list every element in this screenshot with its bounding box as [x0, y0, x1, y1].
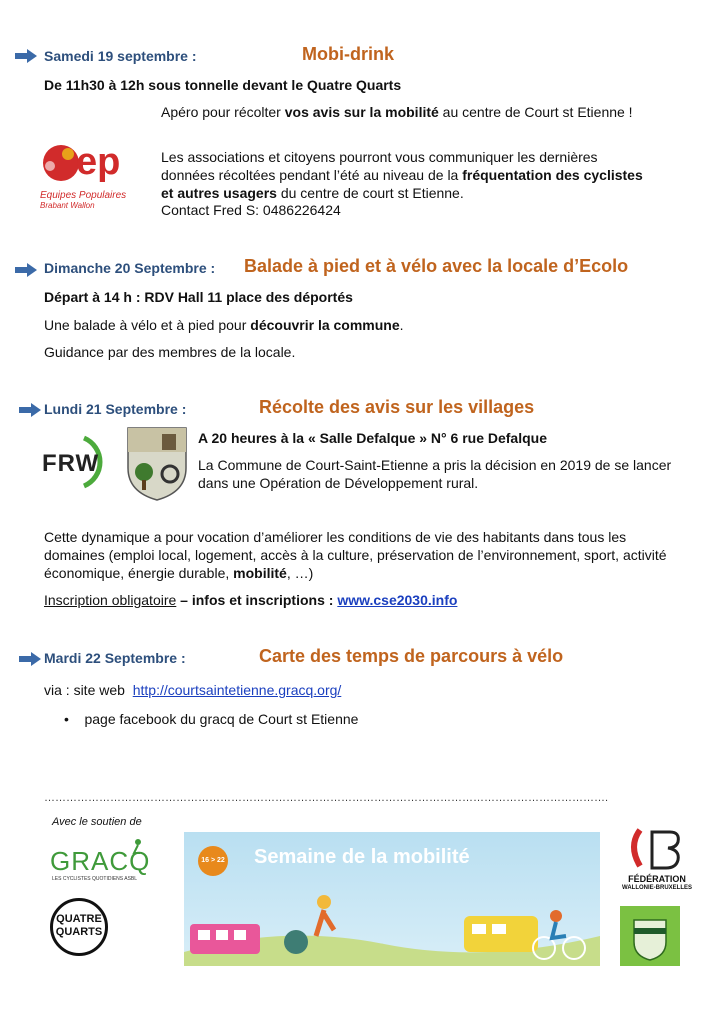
bullet-icon: •	[64, 711, 85, 727]
arrow-right-icon	[14, 48, 38, 64]
frw-logo-text: FRW	[42, 450, 100, 477]
cse2030-link[interactable]: www.cse2030.info	[337, 592, 458, 608]
qq-text-2: QUARTS	[55, 926, 103, 938]
event-date: Samedi 19 septembre :	[44, 48, 197, 64]
event-time-location: Départ à 14 h : RDV Hall 11 place des déportés	[44, 289, 353, 305]
arrow-right-icon	[18, 402, 42, 418]
event-time-location: De 11h30 à 12h sous tonnelle devant le Quatre Quarts	[44, 77, 402, 93]
event-title: Mobi-drink	[302, 44, 394, 64]
text: , …)	[286, 565, 314, 581]
qq-text-1: QUATRE	[56, 913, 102, 925]
banner-title: Semaine de la mobilité	[254, 846, 470, 868]
text-bold: mobilité	[233, 565, 287, 581]
paragraph	[44, 528, 690, 582]
equipes-populaires-logo	[32, 140, 142, 210]
text-underlined: Inscription obligatoire	[44, 592, 177, 608]
event-date: Dimanche 20 Septembre :	[44, 260, 216, 276]
ep-logo-text: ep	[76, 141, 121, 183]
event-title: Récolte des avis sur les villages	[259, 397, 535, 417]
paragraph: La Commune de Court-Saint-Etienne a pris la décision en 2019 de se lancer dans une Opération de Développement rural.	[198, 457, 672, 491]
paragraph	[44, 316, 404, 334]
gracq-logo-sub: LES CYCLISTES QUOTIDIENS ASBL	[52, 876, 138, 882]
gracq-site-link[interactable]: http://courtsaintetienne.gracq.org/	[132, 682, 342, 698]
text-bold: – infos et inscriptions :	[176, 592, 338, 608]
court-saint-etienne-logo-icon	[620, 906, 680, 966]
contact-line: Contact Fred S: 0486226424	[161, 202, 341, 218]
event-title: Carte des temps de parcours à vélo	[259, 646, 564, 666]
banner-date-badge: 16 > 22	[198, 846, 228, 876]
arrow-right-icon	[14, 262, 38, 278]
fwb-logo	[614, 826, 700, 896]
text-bold: découvrir la commune	[250, 317, 400, 333]
bullet-item	[64, 710, 358, 728]
dotted-divider: ……………………………………………………………………………………………………………………………………….	[44, 792, 609, 804]
event-date: Mardi 22 Septembre :	[44, 650, 186, 666]
support-label: Avec le soutien de	[52, 816, 142, 828]
event-title: Balade à pied et à vélo avec la locale d’Ecolo	[244, 256, 629, 276]
event-time-location: A 20 heures à la « Salle Defalque » N° 6 rue Defalque	[198, 430, 548, 446]
paragraph	[161, 148, 651, 202]
frw-logo	[40, 432, 114, 492]
text: via : site web	[44, 682, 125, 698]
paragraph: Guidance par des membres de la locale.	[44, 344, 296, 360]
text: du centre de court st Etienne.	[276, 185, 464, 201]
via-line	[44, 681, 341, 699]
text: Une balade à vélo et à pied pour	[44, 317, 251, 333]
gracq-logo-text: GRACQ	[50, 846, 151, 876]
cyclist-icon	[126, 838, 150, 862]
event-date: Lundi 21 Septembre :	[44, 401, 187, 417]
registration-line	[44, 591, 457, 609]
mobility-week-banner	[184, 832, 600, 966]
text-bold: vos avis sur la mobilité	[284, 104, 439, 120]
fwb-logo-mark-icon	[626, 826, 686, 870]
paragraph	[161, 103, 651, 121]
text: Cette dynamique a pour vocation d’améliorer les conditions de vie des habitants dans tous les domaines (emploi local, logement, accès à la culture, préservation de l’environnement, sport, activité économique, énergie durable,	[44, 529, 667, 581]
text: Les associations et citoyens pourront vous communiquer les dernières données récoltées pendant l’été au niveau de la	[161, 149, 598, 183]
text: au centre de Court st Etienne !	[438, 104, 633, 120]
banner-illustration-icon	[184, 832, 600, 966]
text: page facebook du gracq de Court st Etienne	[84, 711, 359, 727]
text: Apéro pour récolter	[161, 104, 285, 120]
ep-logo-sub1: Equipes Populaires	[40, 190, 127, 201]
ep-logo-sub2: Brabant Wallon	[40, 201, 95, 210]
coat-of-arms-icon	[126, 426, 188, 502]
fwb-text-1: FÉDÉRATION	[628, 874, 686, 884]
quatre-quarts-logo	[50, 898, 108, 956]
text: .	[399, 317, 404, 333]
gracq-logo	[50, 838, 160, 884]
fwb-text-2: WALLONIE-BRUXELLES	[622, 885, 692, 891]
text-bold: fréquentation des cyclistes et autres usagers	[161, 167, 643, 201]
arrow-right-icon	[18, 651, 42, 667]
